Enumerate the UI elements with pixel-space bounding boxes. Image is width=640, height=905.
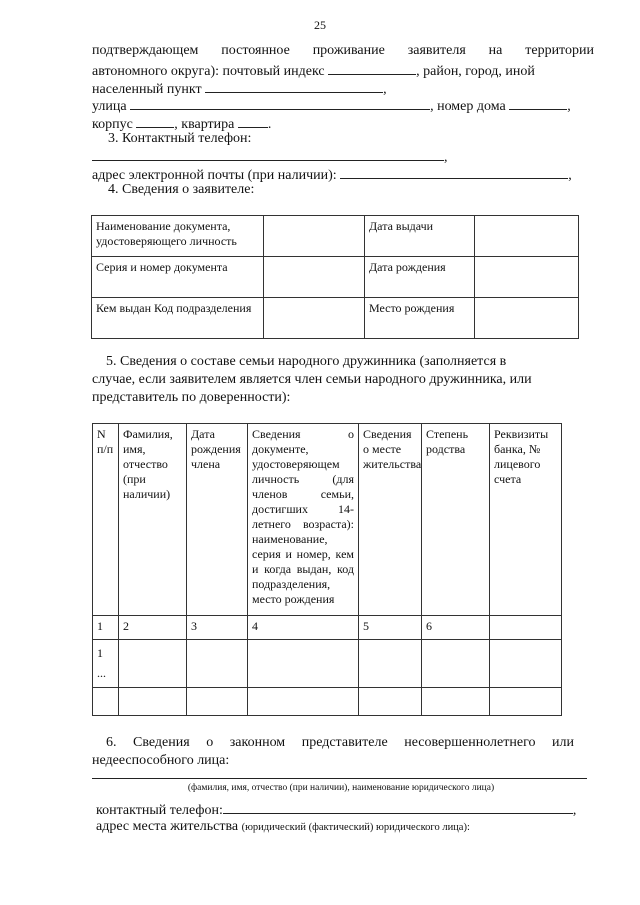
table-input-cell[interactable] — [359, 640, 422, 688]
column-number: 2 — [119, 616, 187, 640]
text: контактный телефон: — [96, 803, 223, 818]
street-field[interactable] — [130, 97, 430, 110]
text: улица — [92, 99, 131, 114]
row-number-cell: 1 ... — [93, 640, 119, 688]
table-row — [93, 688, 562, 716]
building-field[interactable] — [136, 115, 174, 128]
word: о — [206, 735, 214, 750]
section-6-line-1 — [106, 735, 574, 751]
table-input-cell[interactable] — [187, 688, 248, 716]
column-header: Сведения о месте жительства — [359, 424, 422, 616]
table-label-cell: Дата рождения — [365, 257, 475, 298]
table-input-cell[interactable] — [422, 688, 490, 716]
text: , квартира — [174, 117, 238, 132]
column-header: Степень родства — [422, 424, 490, 616]
table-input-cell[interactable] — [490, 640, 562, 688]
column-number: 4 — [248, 616, 359, 640]
table-row — [92, 257, 579, 298]
name-caption: (фамилия, имя, отчество (при наличии), наименование юридического лица) — [187, 783, 495, 793]
applicant-info-table — [91, 215, 579, 339]
table-row — [92, 216, 579, 257]
table-row — [93, 640, 562, 688]
table-input-cell[interactable] — [359, 688, 422, 716]
representative-name-field[interactable] — [92, 778, 587, 779]
text: , — [568, 168, 572, 183]
table-input-cell[interactable] — [490, 688, 562, 716]
representative-phone-field[interactable] — [223, 801, 573, 814]
table-input-cell[interactable] — [264, 216, 365, 257]
table-input-cell[interactable] — [187, 640, 248, 688]
column-header: Дата рождения члена — [187, 424, 248, 616]
word: на — [488, 43, 503, 58]
word: несовершеннолетнего — [404, 735, 536, 750]
text: населенный пункт — [92, 82, 206, 97]
column-number — [490, 616, 562, 640]
table-input-cell[interactable] — [248, 688, 359, 716]
postal-index-field[interactable] — [328, 62, 416, 75]
text: , — [572, 803, 577, 818]
word: Сведения — [133, 735, 190, 750]
table-input-cell[interactable] — [475, 257, 579, 298]
table-input-cell[interactable] — [475, 216, 579, 257]
table-input-cell[interactable] — [248, 640, 359, 688]
table-input-cell[interactable] — [422, 640, 490, 688]
column-header: N п/п — [93, 424, 119, 616]
column-number: 1 — [93, 616, 119, 640]
column-header: Реквизиты банка, № лицевого счета — [490, 424, 562, 616]
text: , — [383, 82, 387, 97]
table-label-cell: Кем выдан Код подразделения — [92, 298, 264, 339]
word: заявителя — [407, 43, 466, 58]
word: проживание — [312, 43, 385, 58]
house-number-field[interactable] — [509, 97, 567, 110]
text-line-7 — [92, 148, 448, 166]
text: , номер дома — [430, 99, 510, 114]
apartment-field[interactable] — [238, 115, 268, 128]
table-number-row — [93, 616, 562, 640]
table-header-row — [93, 424, 562, 616]
family-members-table — [92, 423, 562, 716]
word: законном — [229, 735, 286, 750]
table-label-cell: Место рождения — [365, 298, 475, 339]
representative-phone-line — [96, 801, 576, 819]
column-number: 3 — [187, 616, 248, 640]
table-row — [92, 298, 579, 339]
text: автономного округа): почтовый индекс — [92, 64, 329, 79]
word: постоянное — [221, 43, 290, 58]
text: , — [567, 99, 571, 114]
column-header: Фамилия, имя, отчество (при наличии) — [119, 424, 187, 616]
text: адрес места жительства — [96, 819, 239, 834]
text-line-2 — [92, 62, 535, 80]
table-label-cell: Дата выдачи — [365, 216, 475, 257]
phone-field[interactable] — [92, 148, 444, 161]
text-line-4 — [92, 97, 571, 115]
column-header: Сведения о документе, удостоверяющем личность (для членов семьи, достигших 14-летнего возраста): наименование, серия и номер, кем и когда выдан, код подразделения, место рождения — [248, 424, 359, 616]
column-number: 5 — [359, 616, 422, 640]
table-label-cell: Наименование документа, удостоверяющего личность — [92, 216, 264, 257]
section-4-heading: 4. Сведения о заявителе: — [108, 182, 255, 197]
text: , — [444, 150, 448, 165]
text: корпус — [92, 117, 137, 132]
section-5-line-3: представитель по доверенности): — [92, 390, 291, 405]
word: или — [552, 735, 574, 750]
word: 6. — [106, 735, 117, 750]
text: , район, город, иной — [416, 64, 535, 79]
word: представителе — [301, 735, 388, 750]
representative-address-line — [96, 819, 470, 836]
contact-phone-heading: 3. Контактный телефон: — [108, 131, 252, 146]
text-line-3 — [92, 80, 387, 98]
word: территории — [525, 43, 594, 58]
table-input-cell[interactable] — [119, 688, 187, 716]
section-5-line-2: случае, если заявителем является член семьи народного дружинника, или — [92, 372, 532, 387]
table-input-cell[interactable] — [119, 640, 187, 688]
text-line-1 — [92, 43, 594, 59]
text: . — [267, 117, 272, 132]
table-input-cell[interactable] — [475, 298, 579, 339]
text: адрес электронной почты (при наличии): — [92, 168, 341, 183]
section-6-line-2: недееспособного лица: — [92, 753, 230, 768]
table-input-cell[interactable] — [264, 257, 365, 298]
section-5-line-1: 5. Сведения о составе семьи народного дружинника (заполняется в — [106, 354, 507, 369]
word: подтверждающем — [92, 43, 199, 58]
page-number: 25 — [314, 18, 326, 32]
table-input-cell[interactable] — [264, 298, 365, 339]
address-note: (юридический (фактический) юридического лица): — [241, 822, 470, 833]
column-number: 6 — [422, 616, 490, 640]
table-input-cell[interactable] — [93, 688, 119, 716]
table-label-cell: Серия и номер документа — [92, 257, 264, 298]
email-field[interactable] — [340, 166, 568, 179]
settlement-field[interactable] — [205, 80, 383, 93]
